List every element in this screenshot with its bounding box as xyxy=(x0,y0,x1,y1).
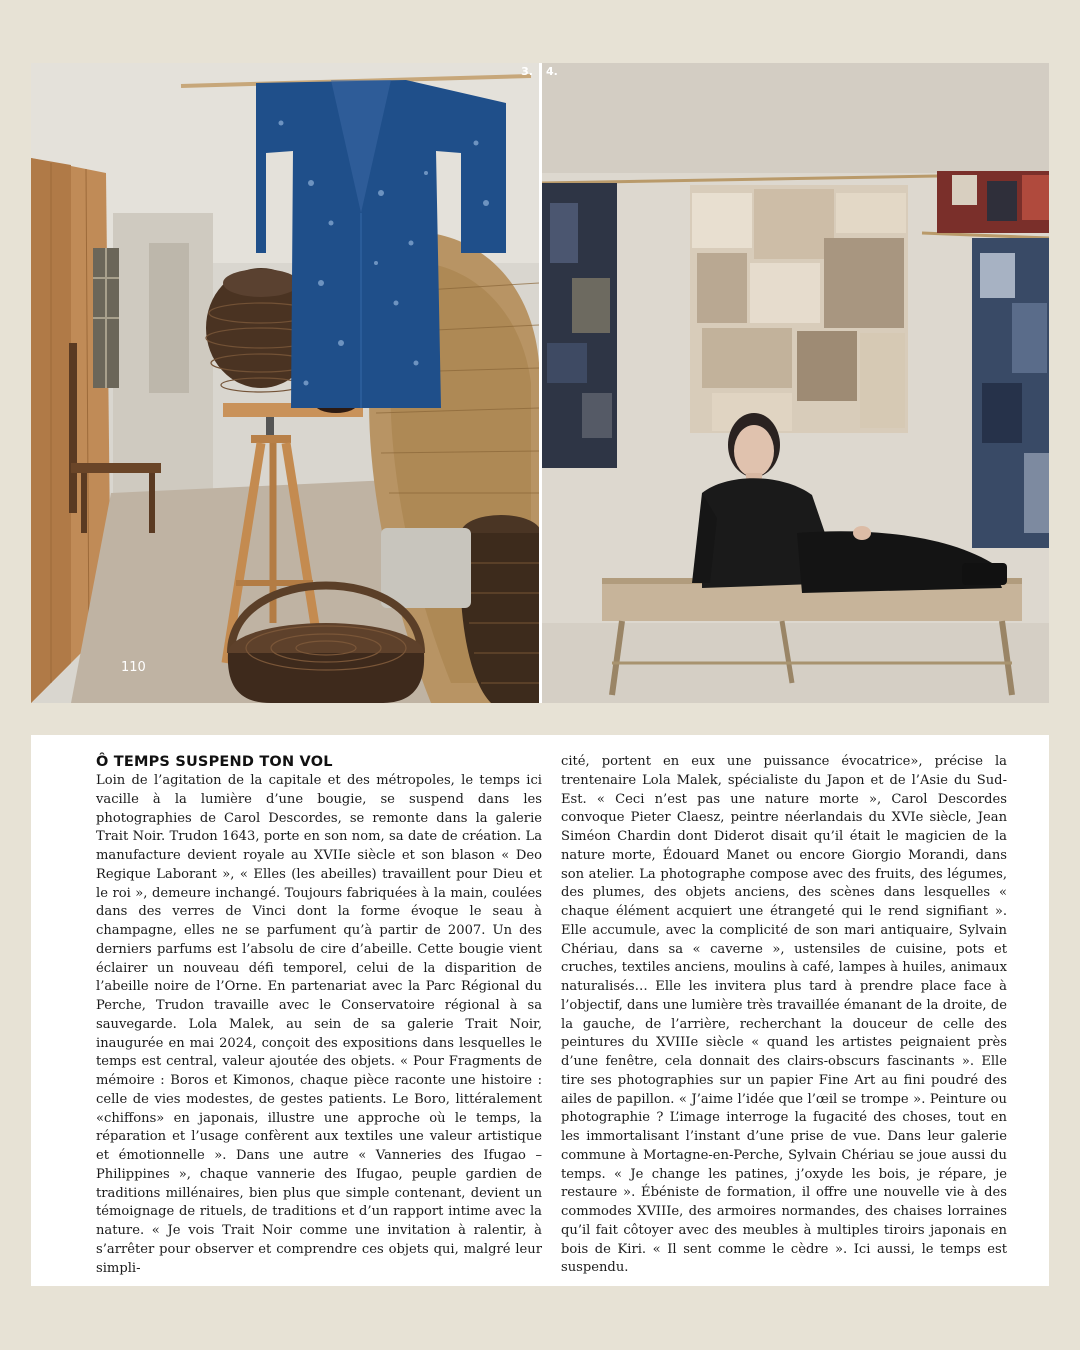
article-column-right xyxy=(561,753,1007,1278)
photo-gallery-portrait xyxy=(542,63,1049,703)
photo-number: 3. xyxy=(521,65,533,78)
article-body-right: cité, portent en eux une puissance évocatrice», précise la trentenaire Lola Malek, spécialiste du Japon et de l’Asie du Sud-Est. « Ceci n’est pas une nature morte », Carol Descordes convoque Pieter Claesz, peintre néerlandais du XVIe siècle, Jean Siméon Chardin dont Diderot disait qu’il était le magicien de la nature morte, Édouard Manet ou encore Giorgio Morandi, dans son atelier. La photographe compose avec des fruits, des légumes, des plumes, des objets anciens, des scènes dans lesquelles « chaque élément acquiert une étrangeté qui le rend signifiant ». Elle accumule, avec la complicité de son mari antiquaire, Sylvain Chériau, dans sa « caverne », ustensiles de cuisine, pots et cruches, textiles anciens, moulins à café, lampes à huiles, animaux naturalisés… Elle les invitera plus tard à prendre place face à l’objectif, dans une lumière très travaillée émanant de la droite, de la gauche, de l’arrière, recherchant la douceur de celle des peintures du XVIIIe siècle « quand les artistes peignaient près d’une fenêtre, cela donnait des clairs-obscurs fascinants ». Elle tire ses photographies sur un papier Fine Art au fini poudré des ailes de papillon. « J’aime l’idée que l’œil se trompe ». Peinture ou photographie ? L’image interroge la fugacité des choses, tout en les immortalisant l’instant d’une prise de vue. Dans leur galerie commune à Mortagne-en-Perche, Sylvain Chériau se joue aussi du temps. « Je change les patines, j’oxyde les bois, je répare, je restaure ». Ébéniste de formation, il offre une nouvelle vie à des commodes XVIIIe, des armoires normandes, des chaises lorraines qu’il fait côtoyer avec des meubles à multiples tiroirs japonais en bois de Kiri. « Il sent comme le cèdre ». Ici aussi, le temps est suspendu. xyxy=(561,754,1007,1276)
photo-number: 4. xyxy=(546,65,558,78)
article-headline: Ô TEMPS SUSPEND TON VOL xyxy=(96,754,333,770)
page-number: 110 xyxy=(121,660,146,675)
photo-kimono-baskets xyxy=(31,63,539,703)
article-panel xyxy=(31,735,1049,1286)
article-column-left xyxy=(96,753,542,1278)
gallery-portrait-illustration xyxy=(542,63,1049,703)
photo-spread xyxy=(31,63,1049,703)
kimono-baskets-illustration xyxy=(31,63,539,703)
article-body-left: Loin de l’agitation de la capitale et des métropoles, le temps ici vacille à la lumière d’une bougie, se suspend dans les photographies de Carol Descordes, se remonte dans la galerie Trait Noir. Trudon 1643, porte en son nom, sa date de création. La manufacture devient royale au XVIIe siècle et son blason « Deo Regique Laborant », « Elles (les abeilles) travaillent pour Dieu et le roi », demeure inchangé. Toujours fabriquées à la main, coulées dans des verres de Vinci dont la forme évoque le seau à champagne, elles ne se parfument qu’à partir de 2007. Un des derniers parfums est l’absolu de cire d’abeille. Cette bougie vient éclairer un nouveau défi temporel, celui de la disparition de l’abeille noire de l’Orne. En partenariat avec la Parc Régional du Perche, Trudon travaille avec le Conservatoire régional à sa sauvegarde. Lola Malek, au sein de sa galerie Trait Noir, inaugurée en mai 2024, conçoit des expositions dans lesquelles le temps est central, valeur ajoutée des objets. « Pour Fragments de mémoire : Boros et Kimonos, chaque pièce raconte une histoire : celle de vies modestes, de gestes patients. Le Boro, littéralement «chiffons» en japonais, illustre une approche où le temps, la réparation et l’usage confèrent aux textiles une valeur artistique et émotionnelle ». Dans une autre « Vanneries des Ifugao – Philippines », chaque vannerie des Ifugao, peuple gardien de traditions millénaires, bien plus que simple contenant, devient un témoignage de rituels, de traditions et d’un rapport intime avec la nature. « Je vois Trait Noir comme une invitation à ralentir, à s’arrêter pour observer et comprendre ces objets qui, malgré leur simpli- xyxy=(96,773,542,1276)
